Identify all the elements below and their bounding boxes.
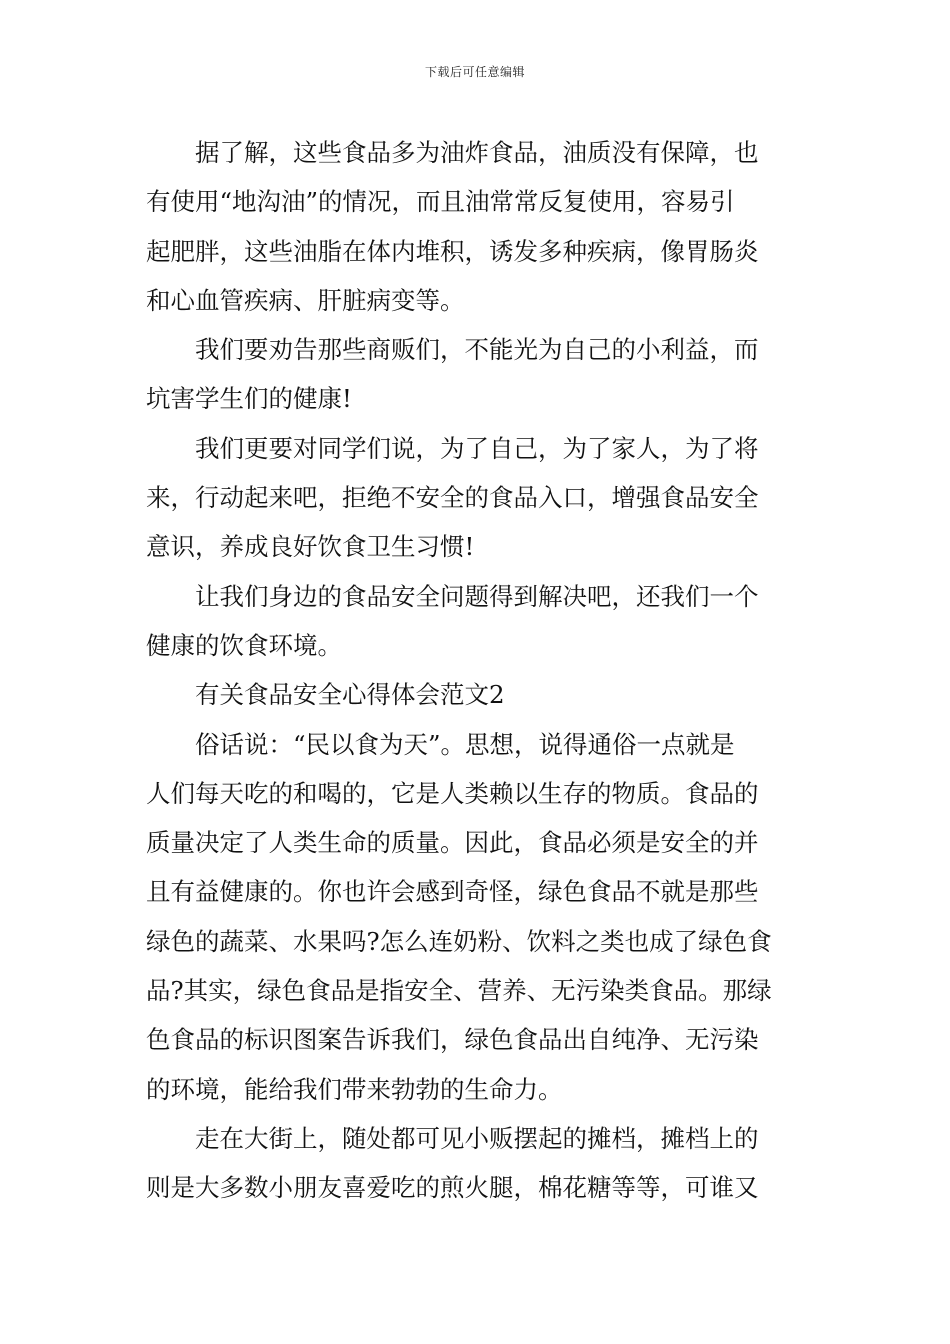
text-line: 色食品的标识图案告诉我们，绿色食品出自纯净、无污染 — [146, 1025, 759, 1055]
text-line: 有使用“地沟油”的情况，而且油常常反复使用，容易引 — [146, 187, 735, 217]
text-line: 坑害学生们的健康! — [146, 384, 352, 414]
text-line: 健康的饮食环境。 — [146, 630, 342, 660]
text-line: 品?其实，绿色食品是指安全、营养、无污染类食品。那绿 — [146, 976, 772, 1006]
text-line: 我们更要对同学们说，为了自己，为了家人，为了将 — [195, 433, 759, 463]
text-line: 有关食品安全心得体会范文2 — [195, 680, 505, 710]
text-line: 起肥胖，这些油脂在体内堆积，诱发多种疾病，像胃肠炎 — [146, 236, 759, 266]
text-line: 俗话说：“民以食为天”。思想，说得通俗一点就是 — [195, 729, 735, 759]
text-line: 我们要劝告那些商贩们，不能光为自己的小利益，而 — [195, 335, 759, 365]
document-body — [146, 128, 810, 1213]
text-line: 质量决定了人类生命的质量。因此，食品必须是安全的并 — [146, 828, 759, 858]
text-line: 且有益健康的。你也许会感到奇怪，绿色食品不就是那些 — [146, 877, 759, 907]
text-line: 让我们身边的食品安全问题得到解决吧，还我们一个 — [195, 581, 759, 611]
text-line: 走在大街上，随处都可见小贩摆起的摊档，摊档上的 — [195, 1123, 759, 1153]
text-line: 绿色的蔬菜、水果吗?怎么连奶粉、饮料之类也成了绿色食 — [146, 926, 772, 956]
text-line: 意识，养成良好饮食卫生习惯! — [146, 532, 475, 562]
text-line: 则是大多数小朋友喜爱吃的煎火腿，棉花糖等等，可谁又 — [146, 1173, 759, 1203]
text-line: 来，行动起来吧，拒绝不安全的食品入口，增强食品安全 — [146, 483, 759, 513]
text-line: 的环境，能给我们带来勃勃的生命力。 — [146, 1074, 563, 1104]
page-header: 下载后可任意编辑 — [424, 65, 525, 79]
text-line: 和心血管疾病、肝脏病变等。 — [146, 285, 465, 315]
text-line: 人们每天吃的和喝的，它是人类赖以生存的物质。食品的 — [146, 778, 759, 808]
text-line: 据了解，这些食品多为油炸食品，油质没有保障，也 — [195, 138, 759, 167]
